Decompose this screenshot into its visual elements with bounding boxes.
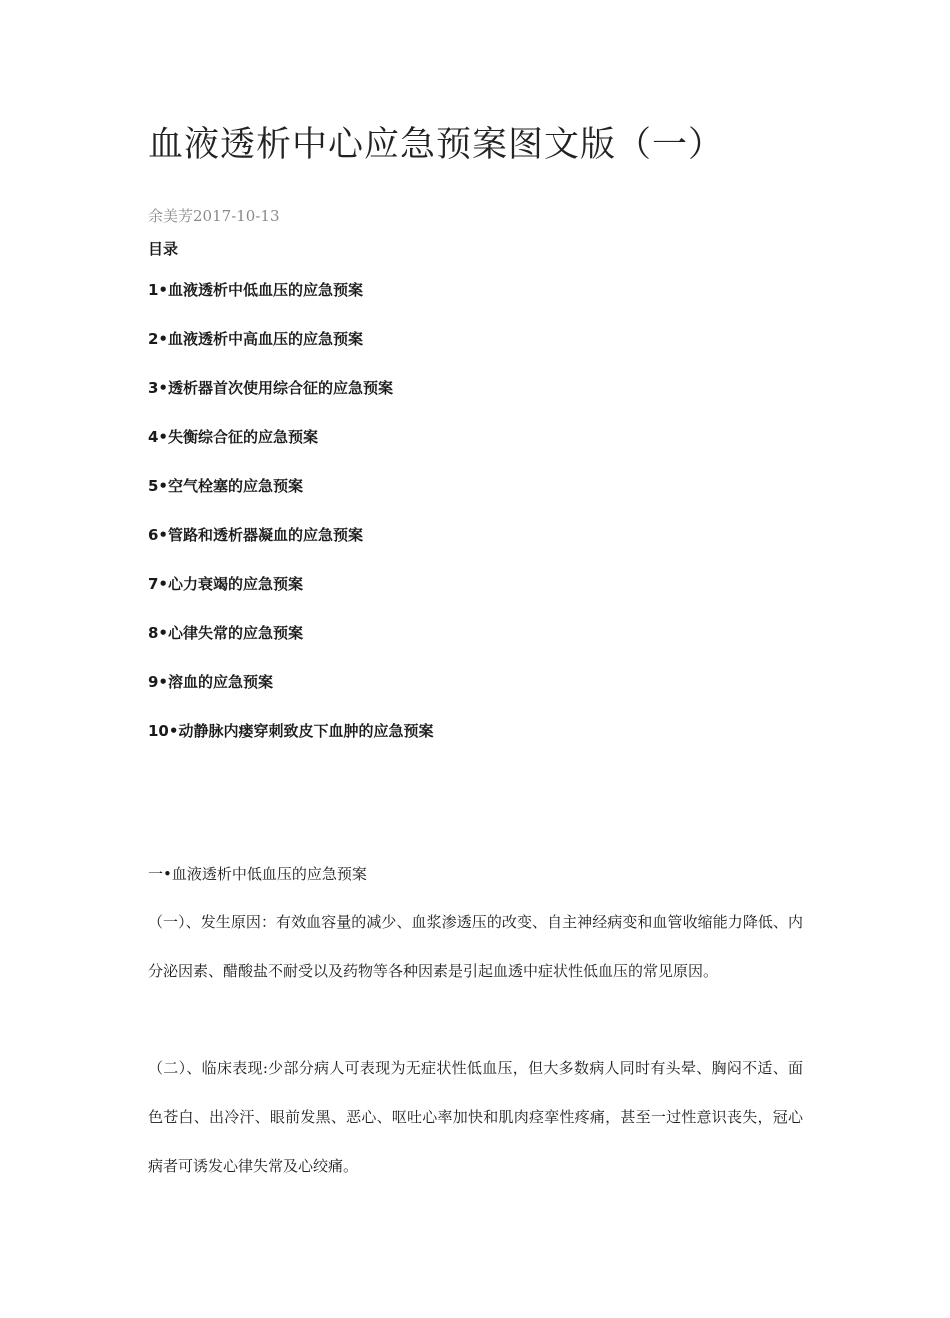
- author-name: 余美芳: [148, 207, 194, 225]
- toc-heading: 目录: [148, 240, 179, 258]
- toc-item-4: 4•失衡综合征的应急预案: [148, 428, 319, 446]
- table-of-contents: [148, 278, 433, 768]
- document-title: 血液透析中心应急预案图文版（一）: [148, 125, 725, 165]
- author-date-line: [148, 204, 280, 228]
- toc-item-9: 9•溶血的应急预案: [148, 673, 274, 691]
- publish-date: 2017-10-13: [193, 207, 280, 225]
- toc-item-7: 7•心力衰竭的应急预案: [148, 575, 304, 593]
- toc-item-8: 8•心律失常的应急预案: [148, 624, 304, 642]
- toc-item-2: 2•血液透析中高血压的应急预案: [148, 330, 364, 348]
- toc-item-5: 5•空气栓塞的应急预案: [148, 477, 304, 495]
- paragraph-symptoms: （二）、临床表现:少部分病人可表现为无症状性低血压，但大多数病人同时有头晕、胸闷不适、面色苍白、出冷汗、眼前发黑、恶心、呕吐心率加快和肌肉痉挛性疼痛，甚至一过性意识丧失，冠心病者可诱发心律失常及心绞痛。: [148, 1059, 803, 1175]
- toc-item-3: 3•透析器首次使用综合征的应急预案: [148, 379, 394, 397]
- section-heading: 一•血液透析中低血压的应急预案: [148, 865, 367, 883]
- toc-item-6: 6•管路和透析器凝血的应急预案: [148, 526, 364, 544]
- paragraph-causes: （一）、发生原因：有效血容量的减少、血浆渗透压的改变、自主神经病变和血管收缩能力降低、内分泌因素、醋酸盐不耐受以及药物等各种因素是引起血透中症状性低血压的常见原因。: [148, 913, 803, 980]
- toc-item-10: 10•动静脉内瘘穿刺致皮下血肿的应急预案: [148, 722, 434, 740]
- toc-item-1: 1•血液透析中低血压的应急预案: [148, 281, 364, 299]
